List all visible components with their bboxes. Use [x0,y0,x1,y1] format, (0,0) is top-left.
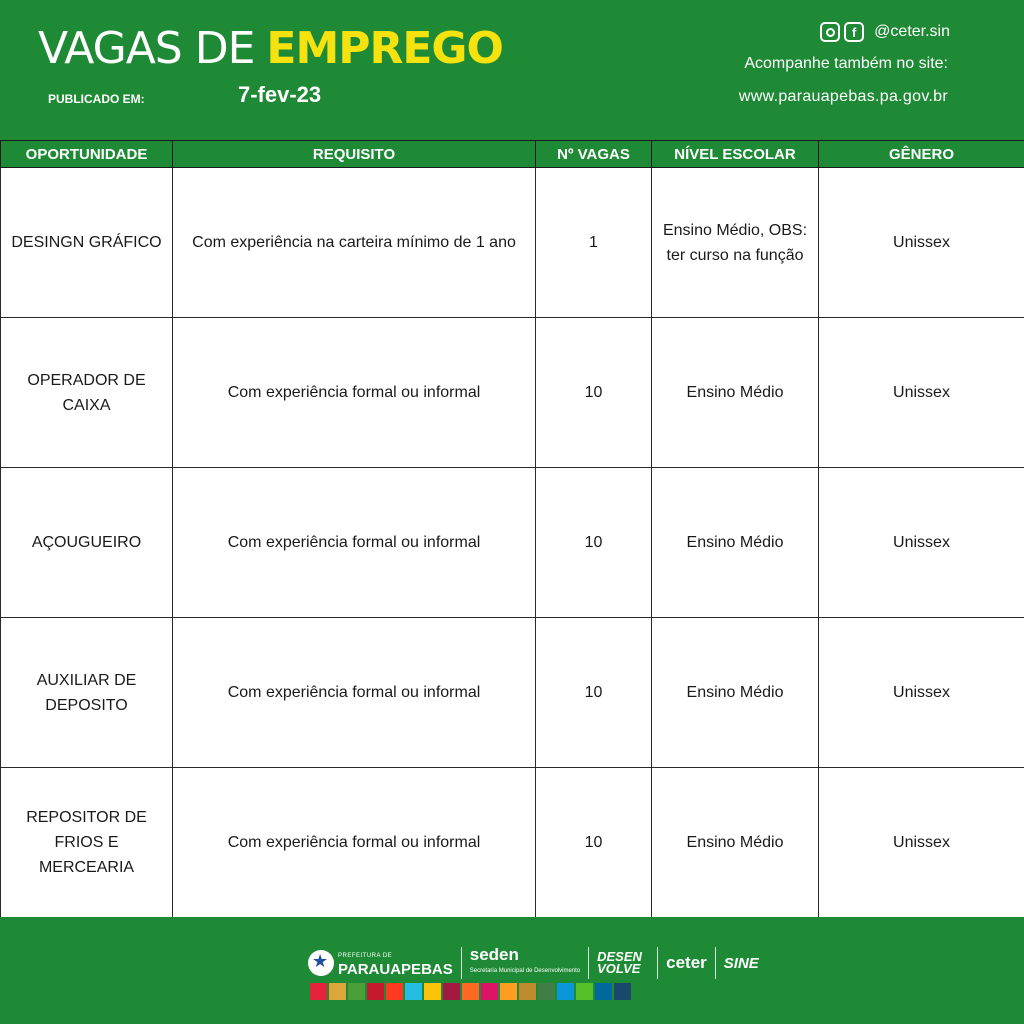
partner-logos [300,943,767,983]
cell-requisito: Com experiência na carteira mínimo de 1 ano [173,168,536,318]
table-row [1,318,1024,468]
cell-nivel: Ensino Médio [652,468,819,618]
cell-genero: Unissex [819,618,1024,768]
facebook-icon[interactable]: f [844,22,864,42]
sine-label: SINE [723,954,759,972]
cell-oportunidade: OPERADOR DE CAIXA [1,318,173,468]
column-header: OPORTUNIDADE [1,141,173,168]
sdg-icon [443,983,460,1000]
sdg-icon [595,983,612,1000]
cell-requisito: Com experiência formal ou informal [173,768,536,918]
site-url[interactable]: www.parauapebas.pa.gov.br [738,88,948,105]
sdg-icon [500,983,517,1000]
table-row [1,468,1024,618]
footer [0,917,1024,1024]
sine-logo [716,946,767,980]
cell-vagas: 1 [536,168,652,318]
divider [715,947,716,979]
divider [461,947,462,979]
cell-requisito: Com experiência formal ou informal [173,618,536,768]
cell-requisito: Com experiência formal ou informal [173,468,536,618]
seden-label: seden [469,945,519,964]
sdg-icon [462,983,479,1000]
table-row [1,168,1024,318]
table-header-row [1,141,1024,168]
prefeitura-logo [300,946,461,980]
sdg-icon [424,983,441,1000]
cell-nivel: Ensino Médio [652,318,819,468]
site-label: Acompanhe também no site: [744,55,948,72]
ceter-label: ceter [666,953,707,972]
jobs-table [0,140,1024,918]
cell-vagas: 10 [536,468,652,618]
sdg-icon [386,983,403,1000]
title-part-1: VAGAS DE [38,22,255,74]
sdg-icon [576,983,593,1000]
sdg-icons-row [310,983,650,1000]
cell-genero: Unissex [819,318,1024,468]
column-header: GÊNERO [819,141,1024,168]
cell-genero: Unissex [819,468,1024,618]
sdg-icon [557,983,574,1000]
desenvolve-logo [589,946,657,980]
cell-requisito: Com experiência formal ou informal [173,318,536,468]
sdg-icon [538,983,555,1000]
published-date: 7-fev-23 [238,82,322,107]
header [0,0,1024,140]
page-title [38,20,503,76]
table-row [1,768,1024,918]
sdg-icon [481,983,498,1000]
cell-vagas: 10 [536,318,652,468]
sdg-icon [329,983,346,1000]
prefeitura-label: PARAUAPEBAS [338,961,453,978]
cell-nivel: Ensino Médio [652,618,819,768]
table-row [1,618,1024,768]
sdg-icon [367,983,384,1000]
cell-oportunidade: REPOSITOR DE FRIOS E MERCEARIA [1,768,173,918]
cell-oportunidade: DESINGN GRÁFICO [1,168,173,318]
seden-logo [462,946,588,980]
instagram-icon[interactable] [820,22,840,42]
social-links [820,22,950,42]
title-part-2: EMPREGO [266,22,503,74]
divider [657,947,658,979]
sdg-icon [405,983,422,1000]
sdg-icon [348,983,365,1000]
cell-vagas: 10 [536,618,652,768]
ceter-logo [658,946,715,980]
cell-genero: Unissex [819,768,1024,918]
cell-genero: Unissex [819,168,1024,318]
cell-nivel: Ensino Médio, OBS: ter curso na função [652,168,819,318]
prefeitura-small-label: PREFEITURA DE [338,953,393,959]
divider [588,947,589,979]
published-label: PUBLICADO EM: [48,92,145,106]
cell-oportunidade: AUXILIAR DE DEPOSITO [1,618,173,768]
cell-nivel: Ensino Médio [652,768,819,918]
column-header: NÍVEL ESCOLAR [652,141,819,168]
column-header: REQUISITO [173,141,536,168]
star-icon [308,950,334,976]
cell-vagas: 10 [536,768,652,918]
seden-small-label: Secretaria Municipal de Desenvolvimento [469,968,581,974]
sdg-icon [310,983,327,1000]
sdg-icon [614,983,631,1000]
sdg-icon [519,983,536,1000]
column-header: Nº VAGAS [536,141,652,168]
sdg-icon [633,983,650,1000]
desenvolve-label: DESEN VOLVE [597,949,642,976]
cell-oportunidade: AÇOUGUEIRO [1,468,173,618]
social-handle[interactable]: @ceter.sin [874,23,950,40]
